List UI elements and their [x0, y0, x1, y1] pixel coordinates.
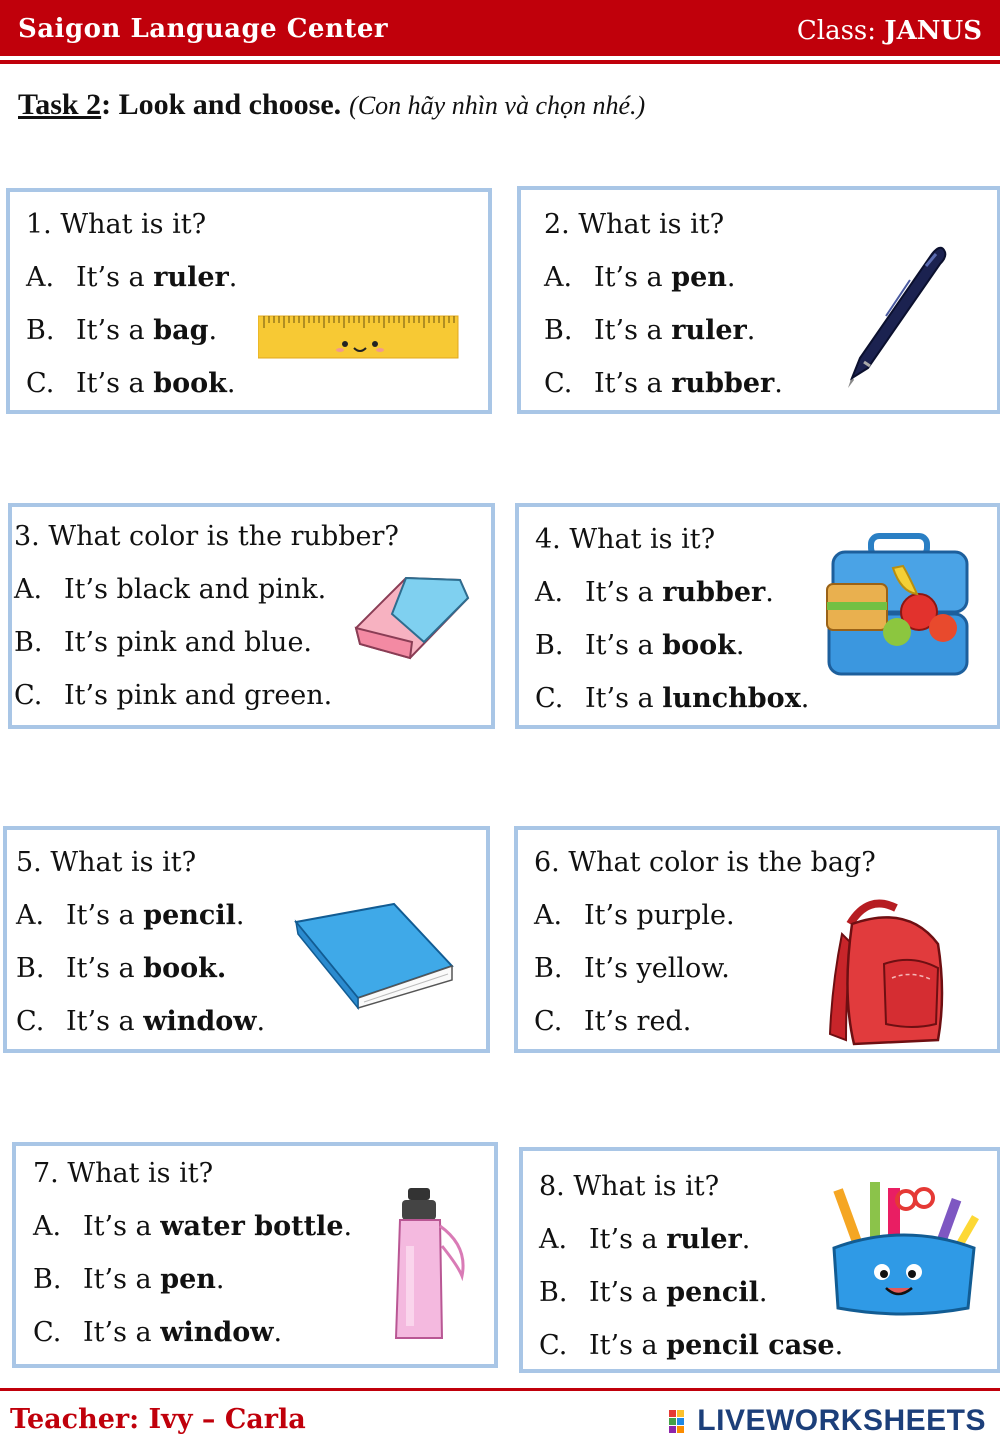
backpack-icon [812, 894, 952, 1046]
option-a[interactable]: A. It’s a pencil. [16, 900, 245, 931]
option-a[interactable]: A. It’s a ruler. [539, 1224, 751, 1255]
option-b[interactable]: B. It’s pink and blue. [14, 627, 313, 658]
option-a[interactable]: A. It’s black and pink. [14, 574, 327, 605]
question-1 [26, 198, 237, 410]
option-c[interactable]: C. It’s a rubber. [544, 368, 783, 399]
liveworksheets-logo-icon [669, 1410, 693, 1434]
option-c[interactable]: C. It’s pink and green. [14, 680, 333, 711]
class-info [797, 16, 982, 46]
question-text: 5. What is it? [16, 847, 197, 878]
option-a[interactable]: A. It’s purple. [534, 900, 735, 931]
ruler-icon [258, 314, 460, 360]
option-c[interactable]: C. It’s red. [534, 1006, 692, 1037]
option-b[interactable]: B. It’s a ruler. [544, 315, 756, 346]
teacher-credit: Teacher: Ivy – Carla [10, 1404, 306, 1435]
org-name: Saigon Language Center [18, 14, 389, 44]
class-name: JANUS [884, 16, 982, 46]
question-text: 4. What is it? [535, 524, 716, 555]
question-text: 8. What is it? [539, 1171, 720, 1202]
option-b[interactable]: B. It’s a bag. [26, 315, 218, 346]
question-5 [16, 836, 265, 1048]
class-label: Class: [796, 16, 877, 46]
option-c[interactable]: C. It’s a lunchbox. [535, 683, 810, 714]
task-title [18, 88, 645, 122]
option-b[interactable]: B. It’s a book. [535, 630, 745, 661]
task-note: (Con hãy nhìn và chọn nhé.) [349, 91, 646, 120]
option-a[interactable]: A. It’s a ruler. [26, 262, 238, 293]
option-a[interactable]: A. It’s a rubber. [535, 577, 774, 608]
question-text: 2. What is it? [544, 209, 725, 240]
rubber-icon [354, 570, 474, 690]
option-a[interactable]: A. It’s a pen. [544, 262, 736, 293]
option-c[interactable]: C. It’s a window. [16, 1006, 266, 1037]
task-heading: : Look and choose. [101, 88, 342, 121]
question-text: 3. What color is the rubber? [14, 521, 399, 552]
header-bar [0, 0, 1000, 56]
option-b[interactable]: B. It’s yellow. [534, 953, 730, 984]
question-4 [535, 513, 809, 725]
option-b[interactable]: B. It’s a pen. [33, 1264, 225, 1295]
option-a[interactable]: A. It’s a water bottle. [33, 1211, 353, 1242]
option-c[interactable]: C. It’s a book. [26, 368, 236, 399]
question-7 [33, 1147, 352, 1359]
question-text: 7. What is it? [33, 1158, 214, 1189]
option-c[interactable]: C. It’s a pencil case. [539, 1330, 844, 1361]
task-number: Task 2 [18, 88, 102, 121]
brand-text: LIVEWORKSHEETS [697, 1404, 986, 1437]
pencil-case-icon [824, 1178, 984, 1320]
liveworksheets-brand[interactable] [669, 1404, 986, 1438]
water-bottle-icon [388, 1186, 468, 1342]
option-b[interactable]: B. It’s a pencil. [539, 1277, 768, 1308]
option-c[interactable]: C. It’s a window. [33, 1317, 283, 1348]
lunchbox-icon [823, 532, 973, 682]
question-8 [539, 1160, 843, 1372]
header-rule [0, 60, 1000, 64]
question-text: 6. What color is the bag? [534, 847, 876, 878]
question-3 [14, 510, 399, 722]
question-2 [544, 198, 783, 410]
book-icon [294, 902, 454, 1010]
pen-icon [840, 240, 950, 390]
question-text: 1. What is it? [26, 209, 207, 240]
footer-rule [0, 1388, 1000, 1391]
option-b[interactable]: B. It’s a book. [16, 953, 227, 984]
